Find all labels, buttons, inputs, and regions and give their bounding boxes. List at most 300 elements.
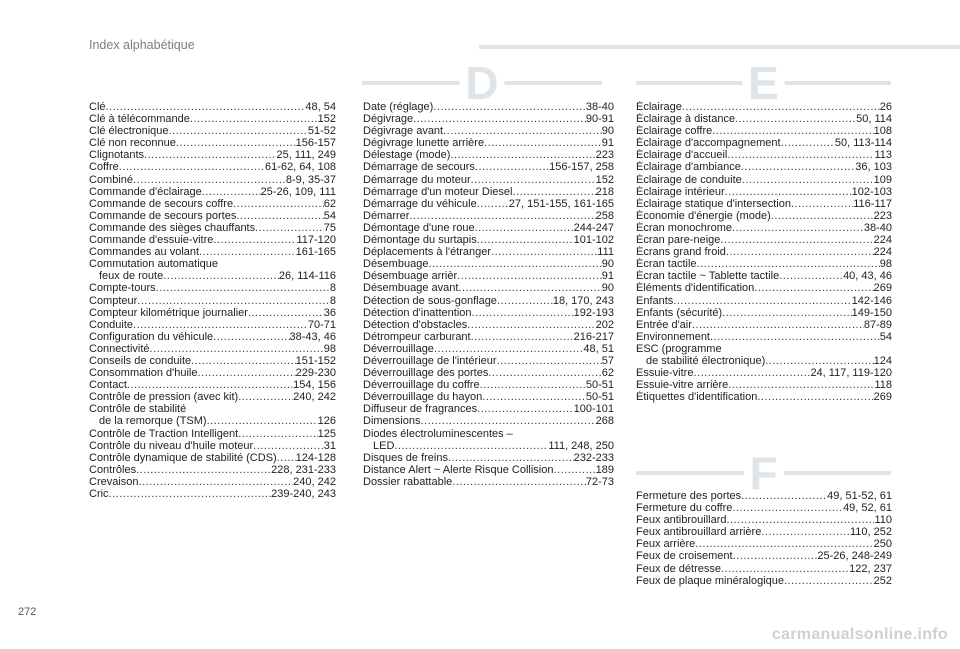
index-entry [636,149,892,161]
index-entry-term: Éclairage intérieur [636,185,725,198]
index-entry-pages: 25-26, 109, 111 [260,185,336,198]
leader-dots [697,258,880,270]
index-entry-term: Déverrouillage de l'intérieur [363,354,497,367]
index-entry [636,319,892,331]
leader-dots [144,149,276,161]
index-entry-term: Éclairage [636,101,682,113]
index-entry [363,367,614,379]
index-entry-pages: 154, 156 [293,379,336,392]
index-entry-term: Contrôle du niveau d'huile moteur [89,439,254,452]
index-entry-pages: 126 [317,415,336,428]
leader-dots [725,186,852,198]
index-entry-pages: 189 [595,463,614,476]
leader-dots [784,575,874,587]
leader-dots [127,379,293,391]
leader-dots [191,355,296,367]
index-entry-term: Démarrage de secours [363,161,475,174]
index-entry [89,149,336,161]
index-entry-term: Commande des sièges chauffants [89,221,256,234]
index-entry [89,331,336,343]
leader-dots [733,550,818,562]
index-entry-pages: 151-152 [295,354,336,367]
leader-dots [735,113,856,125]
index-column-d [363,101,614,488]
index-entry-term: Contact [89,379,127,392]
index-entry-pages: 54 [879,330,892,343]
index-entry-term: Crevaison [89,475,139,488]
index-entry [636,174,892,186]
index-entry-pages: 122, 237 [849,562,892,575]
index-column-f [636,490,892,587]
index-entry-term: ESC (programme [636,342,722,355]
index-entry-term: Commande de secours coffre [89,197,234,210]
index-entry [636,355,892,367]
index-entry-pages: 152 [595,173,614,186]
index-entry-term: Éclairage d'ambiance [636,161,741,174]
index-entry [89,186,336,198]
index-entry [363,246,614,258]
index-entry-term: Déverrouillage des portes [363,367,489,380]
leader-dots [150,343,324,355]
index-entry [636,113,892,125]
index-entry-term: Désembuage [363,258,429,271]
index-entry [636,563,892,575]
index-entry-term: feux de route [99,270,164,283]
index-entry-term: Enfants (sécurité) [636,306,723,319]
index-entry-term: Éclairage d'accompagnement [636,137,781,150]
index-entry [89,295,336,307]
index-entry-term: de stabilité électronique) [646,354,766,367]
index-entry-pages: 91 [601,137,614,150]
leader-dots [458,282,601,294]
index-entry [89,355,336,367]
index-entry-term: Diffuseur de fragrances [363,403,478,416]
index-entry [89,222,336,234]
index-entry [363,210,614,222]
leader-dots [761,526,850,538]
index-entry-term: Configuration du véhicule [89,330,214,343]
leader-dots [475,161,549,173]
index-entry [89,319,336,331]
section-letter-glyph: E [742,58,785,108]
leader-dots [791,198,853,210]
index-entry-term: Déverrouillage [363,342,434,355]
index-entry-term: Feux de plaque minéralogique [636,574,784,587]
index-entry-term: Dossier rabattable [363,475,453,488]
index-entry [636,210,892,222]
index-entry [89,464,336,476]
page-header-title: Index alphabétique [89,38,195,52]
leader-dots [693,367,810,379]
index-entry [89,452,336,464]
index-entry [89,440,336,452]
index-entry-term: Contrôles [89,463,137,476]
index-entry [636,258,892,270]
index-entry [89,113,336,125]
index-entry-pages: 48, 54 [305,101,336,113]
leader-dots [695,538,873,550]
index-entry-term: Démarrer [363,209,410,222]
index-entry-pages: 244-247 [573,221,614,234]
index-entry-pages: 90-91 [585,113,614,126]
index-entry-pages: 223 [873,209,892,222]
index-entry [89,307,336,319]
index-entry-pages: 240, 242 [293,391,336,404]
index-entry-term: Écran monochrome [636,221,732,234]
index-entry-term: Distance Alert ~ Alerte Risque Collision [363,463,554,476]
index-entry-pages: 108 [873,125,892,138]
index-entry [363,379,614,391]
index-entry-term: Commande d'essuie-vitre [89,234,214,247]
index-entry [636,270,892,282]
leader-dots [480,379,586,391]
index-entry [89,476,336,488]
index-entry-pages: 98 [879,258,892,271]
leader-dots [136,464,271,476]
index-entry-term: Clé non reconnue [89,137,176,150]
index-entry-term: Contrôle de stabilité [89,403,187,416]
index-entry-pages: 50-51 [585,391,614,404]
leader-dots [497,295,553,307]
index-entry-pages: 50-51 [585,379,614,392]
index-entry-pages: 110, 252 [849,526,892,539]
index-entry [636,367,892,379]
index-entry-term: Écran tactile ~ Tablette tactile [636,270,780,283]
index-entry-pages: 229-230 [295,367,336,380]
index-entry [363,149,614,161]
index-entry-term: Fermeture du coffre [636,502,733,515]
index-entry-pages: 36 [323,306,336,319]
index-entry [636,331,892,343]
leader-dots [757,391,873,403]
index-entry [363,331,614,343]
leader-dots [488,367,601,379]
index-entry-pages: 36, 103 [855,161,892,174]
leader-dots [139,476,294,488]
leader-dots [434,343,583,355]
index-entry [363,186,614,198]
leader-dots [477,198,509,210]
index-entry [363,222,614,234]
index-entry [636,295,892,307]
leader-dots [238,391,293,403]
index-entry-pages: 62 [601,367,614,380]
index-entry [636,186,892,198]
leader-dots [169,125,308,137]
index-entry [363,234,614,246]
leader-dots [771,210,874,222]
index-entry-pages: 101-102 [573,234,614,247]
leader-dots [106,101,306,113]
index-entry-term: Détection d'inattention [363,306,472,319]
index-entry [363,161,614,173]
leader-dots [484,137,602,149]
index-entry [363,355,614,367]
index-entry [636,307,892,319]
index-entry [89,403,336,415]
index-entry-pages: 90 [601,282,614,295]
index-entry-pages: 117-120 [296,234,336,247]
index-entry-pages: 91 [601,270,614,283]
index-entry-pages: 202 [595,318,614,331]
index-entry-term: Contrôle de Traction Intelligent [89,427,239,440]
index-entry-term: Contrôle dynamique de stabilité (CDS) [89,451,277,464]
leader-dots [497,355,602,367]
index-entry [89,210,336,222]
index-entry [89,174,336,186]
index-entry-term: Date (réglage) [363,101,434,113]
index-entry [89,125,336,137]
index-entry-term: Consommation d'huile [89,367,198,380]
index-entry-term: Feux antibrouillard [636,514,727,527]
leader-dots [233,198,324,210]
index-entry [636,246,892,258]
index-entry-term: Déplacements à l'étranger [363,246,492,259]
leader-dots [467,319,595,331]
leader-dots [457,270,602,282]
index-entry [363,174,614,186]
index-entry-term: Feux de détresse [636,562,721,575]
index-entry [363,101,614,113]
index-entry [363,464,614,476]
index-entry [89,343,336,355]
index-entry [363,343,614,355]
index-entry-pages: 50, 114 [856,113,892,126]
index-entry-term: Compteur [89,294,138,307]
leader-dots [765,355,873,367]
index-entry-pages: 110 [874,514,892,527]
index-entry-pages: 124 [873,354,892,367]
leader-dots [712,125,873,137]
index-entry-pages: 26 [879,101,892,113]
index-entry [89,101,336,113]
index-entry-pages: 25, 111, 249 [276,149,336,162]
index-entry-pages: 90 [601,125,614,138]
index-entry [636,490,892,502]
index-entry-term: de la remorque (TSM) [99,415,207,428]
index-entry-pages: 57 [601,354,614,367]
index-entry [363,476,614,488]
index-entry [636,575,892,587]
index-entry-pages: 239-240, 243 [271,488,336,500]
index-entry-pages: 232-233 [573,451,614,464]
index-entry-pages: 125 [317,427,336,440]
index-entry-pages: 38-40 [585,101,614,113]
leader-dots [413,113,586,125]
leader-dots [482,391,586,403]
section-letter-glyph: D [459,58,504,108]
index-column-e [636,101,892,403]
index-entry [89,258,336,270]
index-entry-pages: 192-193 [573,306,614,319]
index-entry [636,514,892,526]
index-entry [636,234,892,246]
index-entry-term: Environnement [636,330,710,343]
index-entry-term: Diodes électroluminescentes – [363,427,513,440]
index-entry-pages: 268 [595,415,614,428]
index-entry-pages: 102-103 [851,185,892,198]
leader-dots [248,307,324,319]
leader-dots [741,490,827,502]
index-entry-term: Détrompeur carburant [363,330,471,343]
leader-dots [163,270,279,282]
leader-dots [202,186,261,198]
leader-dots [781,137,835,149]
index-entry-pages: 113 [874,149,892,162]
index-entry [636,282,892,294]
index-entry-pages: 87-89 [863,318,892,331]
index-entry-term: Combiné [89,173,134,186]
index-entry-term: Cric [89,488,109,500]
index-entry-pages: 258 [595,209,614,222]
index-entry [363,403,614,415]
index-entry-pages: 100-101 [573,403,614,416]
leader-dots [553,464,595,476]
index-entry-pages: 111, 248, 250 [548,439,614,452]
index-entry-pages: 72-73 [585,475,614,488]
index-entry [363,307,614,319]
leader-dots [176,137,296,149]
leader-dots [726,246,874,258]
leader-dots [213,234,296,246]
index-entry-pages: 161-165 [295,246,336,259]
leader-dots [133,319,308,331]
index-entry-pages: 152 [317,113,336,126]
leader-dots [428,258,601,270]
leader-dots [477,234,574,246]
index-entry [89,246,336,258]
index-entry-pages: 51-52 [307,125,336,138]
index-entry [363,319,614,331]
leader-dots [433,101,586,113]
index-entry-pages: 116-117 [853,197,892,210]
index-entry [636,137,892,149]
leader-dots [472,307,574,319]
header-rule [479,45,960,49]
leader-dots [199,246,296,258]
index-entry-pages: 38-43, 46 [289,330,336,343]
index-entry-term: Éclairage de conduite [636,173,742,186]
leader-dots [754,282,873,294]
index-entry-pages: 124-128 [295,451,336,464]
index-entry-term: Déverrouillage du hayon [363,391,483,404]
index-entry-pages: 49, 52, 61 [843,502,892,515]
leader-dots [732,222,864,234]
leader-dots [450,149,595,161]
index-entry [89,391,336,403]
index-entry-term: Entrée d'air [636,318,692,331]
index-entry [636,125,892,137]
index-entry-term: Désembuage avant [363,282,459,295]
index-entry-term: Disques de freins [363,451,448,464]
index-entry-term: Désembuage arrièr [363,270,458,283]
page-number: 272 [18,606,37,618]
index-entry-term: Détection de sous-gonflage [363,294,497,307]
leader-dots [198,367,296,379]
index-entry [363,258,614,270]
index-entry-term: Écran pare-neige [636,234,721,247]
index-entry [89,367,336,379]
index-entry-term: Coffre [89,161,119,174]
leader-dots [137,295,330,307]
index-entry-term: Clé [89,101,106,113]
index-entry-term: Enfants [636,294,674,307]
index-entry [363,428,614,440]
index-entry [636,502,892,514]
index-entry [636,391,892,403]
index-entry-term: Essuie-vitre [636,367,694,380]
index-entry-pages: 240, 242 [293,475,336,488]
index-entry-pages: 49, 51-52, 61 [827,490,892,502]
leader-dots [512,186,595,198]
index-entry [363,415,614,427]
index-entry-pages: 109 [873,173,892,186]
index-entry-term: Feux arrière [636,538,696,551]
index-entry-term: Démontage du surtapis [363,234,477,247]
index-entry-pages: 218 [595,185,614,198]
index-entry [636,222,892,234]
index-entry [363,137,614,149]
index-entry-pages: 223 [595,149,614,162]
index-entry-term: Contrôle de pression (avec kit) [89,391,239,404]
leader-dots [253,440,324,452]
index-entry-term: Commandes au volant [89,246,200,259]
leader-dots [682,101,880,113]
index-entry-pages: 252 [873,574,892,587]
index-entry-term: Fermeture des portes [636,490,742,502]
section-letter-glyph: F [743,448,783,498]
index-entry-pages: 8-9, 35-37 [285,173,336,186]
index-entry-term: Clé électronique [89,125,169,138]
index-entry-term: Commande de secours portes [89,209,237,222]
leader-dots [109,488,272,500]
index-entry [89,198,336,210]
leader-dots [692,319,864,331]
index-entry-term: Feux de croisement [636,550,733,563]
index-entry-pages: 40, 43, 46 [843,270,892,283]
leader-dots [255,222,324,234]
index-entry [636,343,892,355]
index-entry-term: Détection d'obstacles [363,318,468,331]
index-entry [89,137,336,149]
leader-dots [722,307,851,319]
index-entry-pages: 8 [329,282,336,295]
index-entry-pages: 50, 113-114 [834,137,892,150]
index-entry-pages: 156-157 [295,137,336,150]
index-entry-term: Éclairage d'accueil [636,149,728,162]
index-entry-pages: 70-71 [307,318,336,331]
index-entry-term: Dégivrage avant [363,125,444,138]
leader-dots [720,234,873,246]
index-entry-term: Clignotants [89,149,145,162]
index-entry [636,538,892,550]
leader-dots [710,331,880,343]
index-entry-pages: 216-217 [573,330,614,343]
leader-dots [779,270,843,282]
leader-dots [491,246,597,258]
leader-dots [741,161,855,173]
index-entry [363,295,614,307]
index-entry-pages: 269 [873,282,892,295]
index-entry-term: Démarrage du véhicule [363,197,477,210]
index-entry [636,101,892,113]
index-entry [363,282,614,294]
index-entry [89,379,336,391]
leader-dots [477,403,573,415]
leader-dots [207,415,318,427]
leader-dots [448,452,574,464]
index-entry-pages: 118 [874,379,892,392]
